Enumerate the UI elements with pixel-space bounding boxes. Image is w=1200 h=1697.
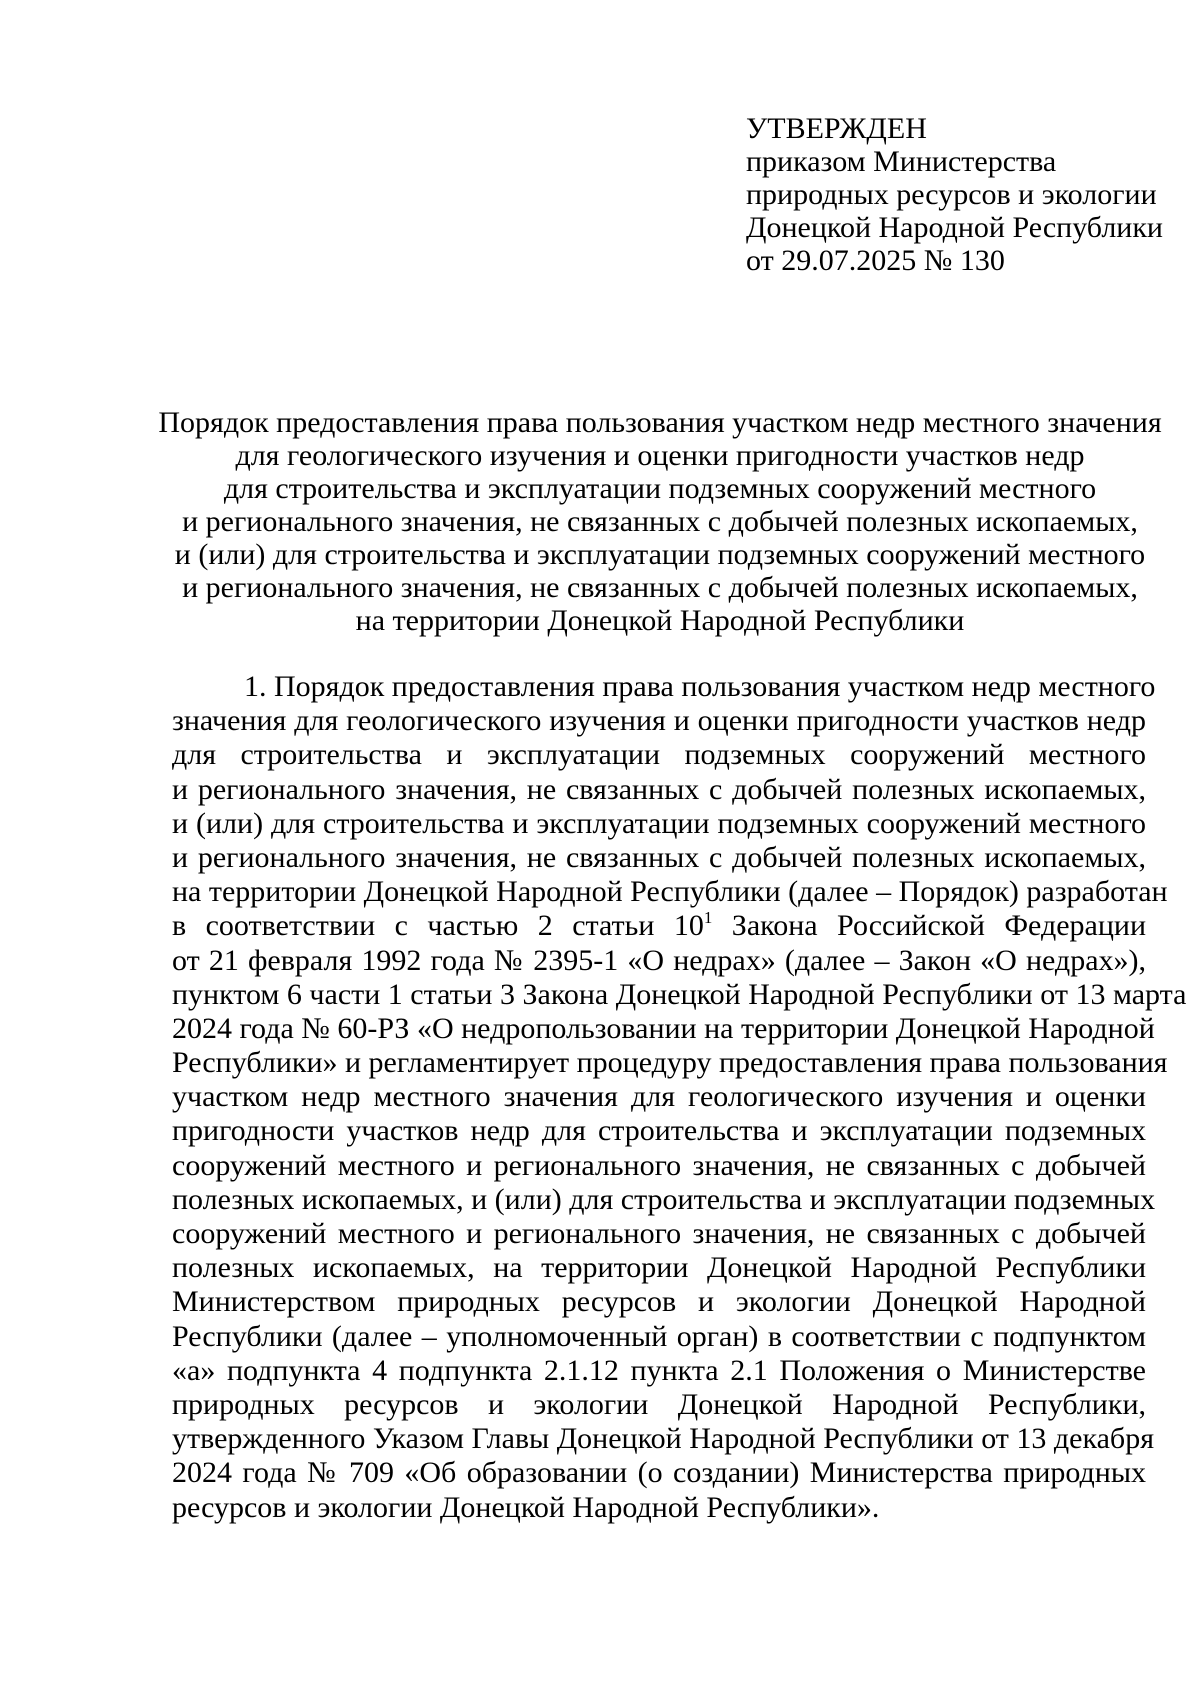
approval-date-number: от 29.07.2025 № 130 — [746, 244, 1005, 277]
paragraph-line: Республики» и регламентирует процедуру предоставления права пользования — [172, 1046, 1168, 1080]
paragraph-line: утвержденного Указом Главы Донецкой Народной Республики от 13 декабря — [172, 1422, 1154, 1456]
paragraph-line: полезных ископаемых, и (или) для строительства и эксплуатации подземных — [172, 1182, 1156, 1216]
line-text-part: Закона Российской Федерации — [712, 909, 1147, 943]
title-line: Порядок предоставления права пользования участком недр местного значения — [158, 406, 1162, 439]
approval-stamp — [746, 112, 1163, 277]
paragraph-line: 2024 года № 60-РЗ «О недропользовании на территории Донецкой Народной — [172, 1011, 1155, 1045]
paragraph-line: значения для геологического изучения и оценки пригодности участков недр — [172, 704, 1146, 738]
paragraph-line: Министерством природных ресурсов и экологии Донецкой Народной — [172, 1285, 1146, 1319]
paragraph-line: участком недр местного значения для геологического изучения и оценки — [172, 1080, 1146, 1114]
paragraph-line: пригодности участков недр для строительства и эксплуатации подземных — [172, 1114, 1146, 1148]
approval-heading: УТВЕРЖДЕН — [746, 112, 927, 145]
title-line: и регионального значения, не связанных с добычей полезных ископаемых, — [182, 505, 1138, 538]
paragraph-line: пунктом 6 части 1 статьи 3 Закона Донецкой Народной Республики от 13 марта — [172, 977, 1187, 1011]
approval-line: природных ресурсов и экологии — [746, 178, 1157, 211]
paragraph-1 — [172, 670, 1187, 1525]
line-text-part: в соответствии с частью 2 статьи 10 — [172, 909, 704, 943]
paragraph-line: Республики (далее – уполномоченный орган) в соответствии с подпунктом — [172, 1319, 1146, 1353]
title-line: на территории Донецкой Народной Республики — [355, 604, 965, 637]
paragraph-line: сооружений местного и регионального значения, не связанных с добычей — [172, 1148, 1146, 1182]
title-line: для строительства и эксплуатации подземных сооружений местного — [223, 472, 1097, 505]
title-line: и регионального значения, не связанных с добычей полезных ископаемых, — [182, 571, 1138, 604]
paragraph-line: и регионального значения, не связанных с добычей полезных ископаемых, — [172, 840, 1146, 874]
paragraph-line: на территории Донецкой Народной Республики (далее – Порядок) разработан — [172, 875, 1168, 909]
title-line: для геологического изучения и оценки пригодности участков недр — [235, 439, 1085, 472]
paragraph-line: сооружений местного и регионального значения, не связанных с добычей — [172, 1217, 1146, 1250]
title-line: и (или) для строительства и эксплуатации подземных сооружений местного — [174, 538, 1146, 571]
paragraph-line: природных ресурсов и экологии Донецкой Народной Республики, — [172, 1387, 1146, 1421]
paragraph-line: 1. Порядок предоставления права пользования участком недр местного — [244, 670, 1156, 703]
approval-line: Донецкой Народной Республики — [746, 211, 1163, 244]
paragraph-line-with-footnote — [172, 909, 1146, 943]
paragraph-line: и (или) для строительства и эксплуатации подземных сооружений местного — [172, 806, 1146, 840]
paragraph-line: 2024 года № 709 «Об образовании (о создании) Министерства природных — [172, 1456, 1146, 1490]
approval-line: приказом Министерства — [746, 145, 1057, 178]
paragraph-line: и регионального значения, не связанных с добычей полезных ископаемых, — [172, 772, 1146, 806]
paragraph-line-last: ресурсов и экологии Донецкой Народной Республики». — [172, 1490, 880, 1524]
article-superscript: 1 — [703, 908, 713, 928]
paragraph-line: для строительства и эксплуатации подземных сооружений местного — [172, 738, 1146, 772]
document-title — [140, 406, 1180, 637]
paragraph-line: от 21 февраля 1992 года № 2395-1 «О недрах» (далее – Закон «О недрах»), — [172, 943, 1146, 977]
paragraph-line: «а» подпункта 4 подпункта 2.1.12 пункта 2.1 Положения о Министерстве — [172, 1353, 1146, 1387]
paragraph-line: полезных ископаемых, на территории Донецкой Народной Республики — [172, 1251, 1146, 1285]
